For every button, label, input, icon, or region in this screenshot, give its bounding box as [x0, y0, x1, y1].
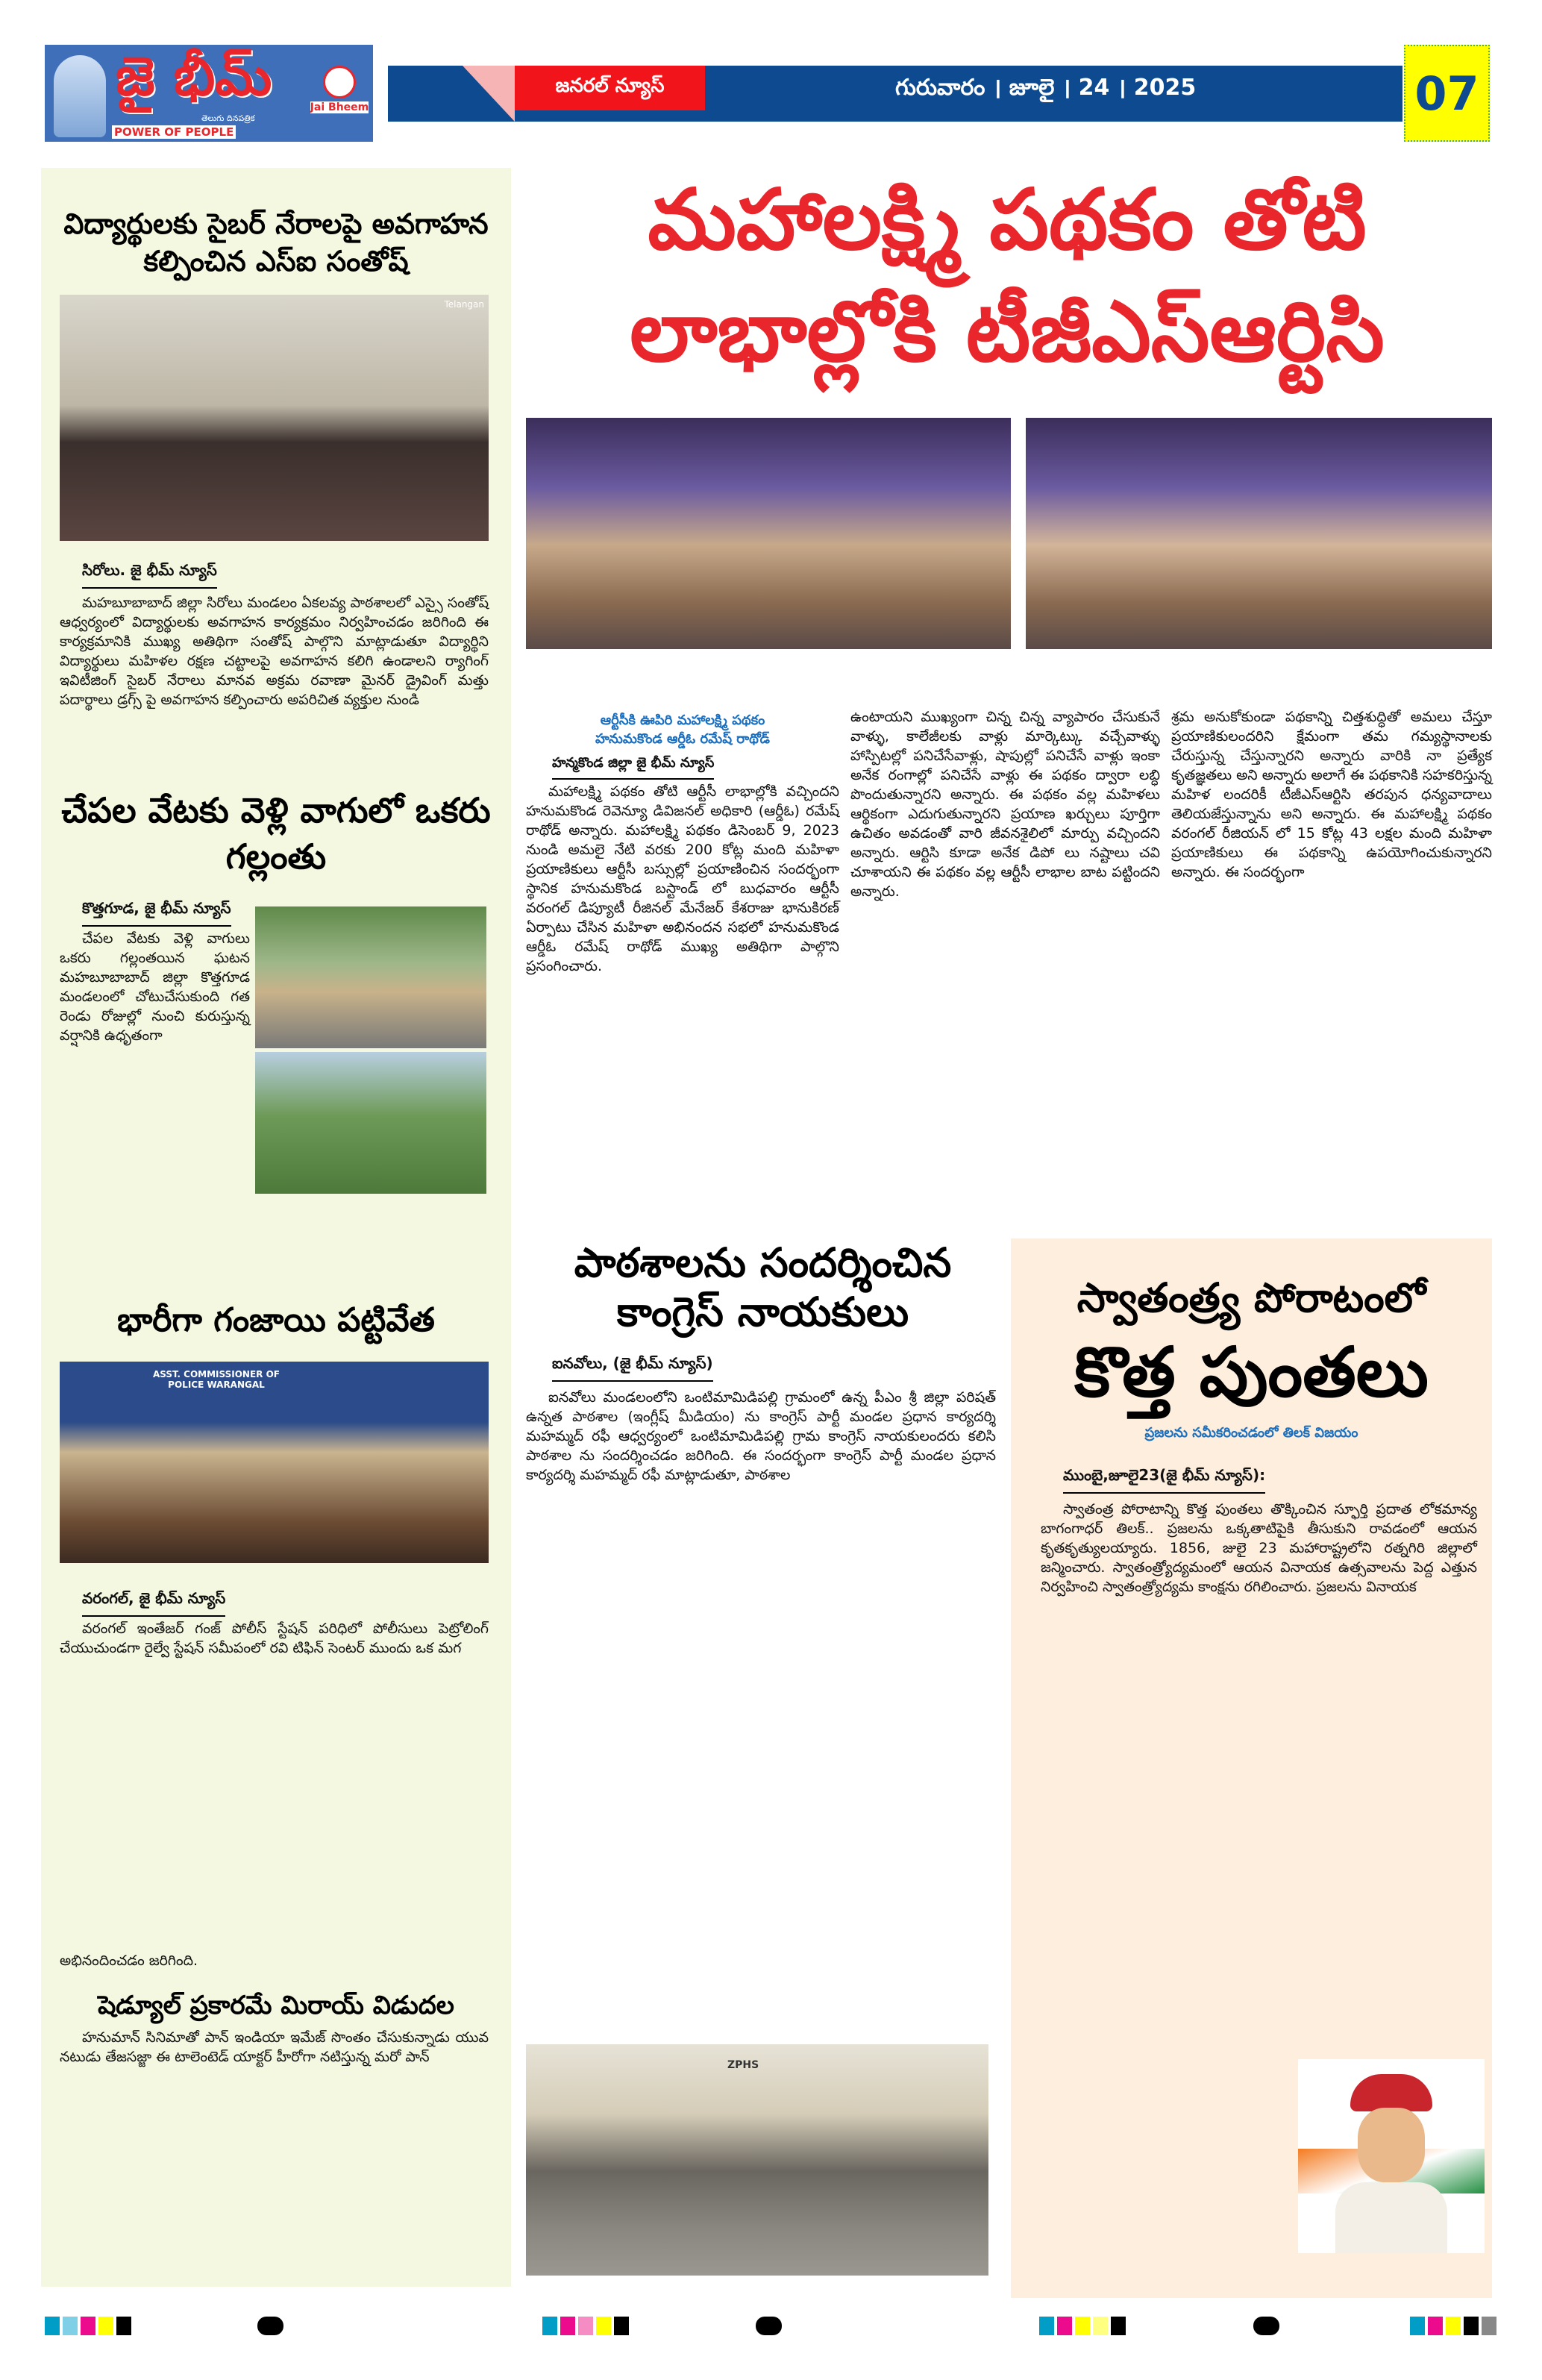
color-bar: [1410, 2317, 1496, 2335]
logo-subtitle: తెలుగు దినపత్రిక: [201, 113, 255, 123]
story-ganja-body: వరంగల్ ఇంతేజర్ గంజ్ పోలీస్ స్టేషన్ పరిధిలో పోలీసులు పెట్రోలింగ్ చేయుచుండగా రైల్వే స్టేషన్ సమీపంలో రవి టిఫిన్ సెంటర్ ముందు ఒక మగ: [60, 1620, 489, 1656]
main-body-col1: మహాలక్ష్మి పథకం తోటి ఆర్టీసీ లాభాల్లోకి వచ్చిందని హనుమకొండ రెవెన్యూ డివిజనల్ అధికారి (ఆర్డీఓ) రమేష్ రాథోడ్ అన్నారు. మహాలక్ష్మి పథకం డిసెంబర్ 9, 2023 నుండి అమలై నేటి వరకు 200 కోట్ల మంది మహిళా ప్రయాణికులు ఆర్టీసీ బస్సుల్లో ప్రయాణించిన సందర్భంగా స్థానిక హనుమకొండ బస్టాండ్ లో బుధవారం ఆర్టీసీ వరంగల్ డిప్యూటీ రీజినల్ మేనేజర్ కేశరాజు భానుకిరణ్ ఏర్పాటు చేసిన మహిళా అభినందన సభలో హనుమకొండ ఆర్డీఓ రమేష్ రాథోడ్ ముఖ్య అతిథిగా పాల్గొని ప్రసంగించారు.: [526, 783, 839, 974]
dateline: [82, 561, 217, 589]
story-fishing-headline: చేపల వేటకు వెళ్లి వాగులో ఒకరు గల్లంతు: [61, 790, 491, 877]
dateline-text: కొత్తగూడ, జై భీమ్ న్యూస్: [82, 899, 231, 927]
photo-felicitation-2: [1026, 418, 1492, 649]
congress-body: ఐనవోలు మండలంలోని ఒంటిమామిడిపల్లి గ్రామంలో ఉన్న పీఎం శ్రీ జిల్లా పరిషత్ ఉన్నత పాఠశాల (ఇంగ్లీష్ మీడియం) ను కాంగ్రెస్ పార్టీ మండల ప్రధాన కార్యదర్శి మహమ్మద్ రఫీ ఆధ్వర్యంలో ఒంటిమామిడిపల్లి గ్రామ కాంగ్రెస్ నాయకులందరు కలిసి పాఠశాల ను సందర్శించడం జరిగింది. ఈ సందర్భంగా కాంగ్రెస్ పార్టీ మండల ప్రధాన కార్యదర్శి మహమ్మద్ రఫీ మాట్లాడుతూ, పాఠశాల: [526, 1389, 996, 1483]
main-headline: [522, 164, 1492, 388]
photo-stream-site: [255, 1052, 486, 1194]
photo-ganja-seizure: [60, 1362, 489, 1563]
section-label: జనరల్ న్యూస్: [515, 66, 705, 110]
main-headline-line2: లాభాల్లోకి టీజీఎస్ఆర్టిసి: [630, 284, 1385, 381]
dateline: [552, 1354, 713, 1382]
registration-mark: [1253, 2317, 1279, 2335]
tv-emblem-icon: [323, 66, 356, 98]
main-headline-line1: మహాలక్ష్మి పథకం తోటి: [648, 172, 1367, 269]
dateline: [82, 1589, 225, 1617]
story-cyber-body: మహబూబాబాద్ జిల్లా సిరోలు మండలం ఏకలవ్య పాఠశాలలో ఎస్సై సంతోష్ ఆధ్వర్యంలో విద్యార్థులకు అవగాహన కార్యక్రమం నిర్వహించడం జరిగింది ఈ కార్యక్రమానికి ముఖ్య అతిథిగా సంతోష్ పాల్గొని మాట్లాడుతూ విద్యార్థిని విద్యార్థులు మహిళల రక్షణ చట్టాలపై అవగాహన కలిగి ఉండాలని ర్యాగింగ్ ఇవిటీజింగ్ సైబర్ నేరాలు మానవ అక్రమ రవాణా మైనర్ డ్రైవింగ్ మత్తు పదార్థాలు డ్రగ్స్ పై అవగాహన కల్పించారు అపరిచిత వ్యక్తుల నుండి: [60, 595, 489, 708]
dateline-text: ముంబై,జూలై23(జై భీమ్ న్యూస్):: [1063, 1466, 1265, 1494]
story-ganja-closing: అభినందించడం జరిగింది.: [60, 1952, 198, 1969]
tilak-body: స్వాతంత్ర పోరాటాన్ని కొత్త పుంతలు తొక్కించిన స్ఫూర్తి ప్రదాత లోకమాన్య బాగంగాధర్ తిలక్.. ప్రజలను ఒక్కతాటిపైకి తీసుకుని రావడంలో ఆయన కృతకృత్యులయ్యారు. 1856, జులై 23 మహారాష్ట్రలోని రత్నగిరి జిల్లాలో జన్మించారు. స్వాతంత్ర్యోద్యమంలో ఆయన వినాయక ఉత్సవాలను పెద్ద ఎత్తున నిర్వహించి స్వాతంత్ర్యోద్యమ కాంక్షను రగిలించారు. ప్రజలను వినాయక: [1041, 1501, 1477, 1595]
registration-mark: [257, 2317, 283, 2335]
tilak-headline-line1: స్వాతంత్ర్య పోరాటంలో: [1076, 1274, 1426, 1321]
dateline: [552, 755, 714, 780]
photo-banner-text: ASST. COMMISSIONER OF POLICE WARANGAL: [153, 1369, 280, 1390]
tv-logo-text: Jai Bheem: [310, 101, 369, 113]
main-caption: [526, 713, 839, 750]
story-fishing-body: చేపల వేటకు వెళ్లి వాగులు ఒకరు గల్లంతయిన ఘటన మహబూబాబాద్ జిల్లా కొత్తగూడ మండలంలో చోటుచేసుకుంది గత రెండు రోజుల్లో నుంచి కురుస్తున్న వర్షానికి ఉధృతంగా: [60, 930, 250, 1044]
dateline-text: ఐనవోలు, (జై భీమ్ న్యూస్): [552, 1354, 713, 1382]
dateline: [82, 899, 231, 927]
logo-title: జై భీమ్: [116, 45, 272, 107]
registration-mark: [756, 2317, 782, 2335]
story-ganja-headline: భారీగా గంజాయి పట్టివేత: [117, 1301, 435, 1339]
tilak-turban: [1350, 2074, 1432, 2111]
tilak-portrait: [1298, 2059, 1485, 2253]
story-mirai-body: హనుమాన్ సినిమాతో పాన్ ఇండియా ఇమేజ్ సొంతం చేసుకున్నాడు యువ నటుడు తేజసజ్జా ఈ టాలెంటెడ్ యాక్టర్ హీరోగా నటిస్తున్న మరో పాన్: [60, 2029, 489, 2065]
tv-logo: [310, 49, 369, 113]
dateline-text: హన్మకొండ జిల్లా జై భీమ్ న్యూస్: [552, 755, 714, 780]
photo-school-visit: [526, 2044, 988, 2276]
congress-headline-line1: పాఠశాలను సందర్శించిన: [574, 1239, 952, 1286]
tilak-face: [1358, 2108, 1425, 2182]
congress-headline: [522, 1238, 1003, 1337]
story-mirai-headline: షెడ్యూల్ ప్రకారమే మిరాయ్ విడుదల: [98, 1991, 454, 2020]
school-sign: ZPHS: [727, 2059, 759, 2071]
ambedkar-portrait: [54, 55, 106, 137]
photo-watermark: Telangan: [444, 299, 484, 310]
tilak-headline-line2: కొత్త పుంతలు: [1074, 1333, 1429, 1412]
tilak-subheadline: ప్రజలను సమీకరించడంలో తిలక్ విజయం: [1144, 1425, 1358, 1441]
issue-date: గురువారం । జూలై । 24 । 2025: [895, 75, 1197, 101]
color-bar: [542, 2317, 629, 2335]
page-number: 07: [1404, 45, 1490, 142]
story-cyber-headline: విద్యార్థులకు సైబర్ నేరాలపై అవగాహన కల్పించిన ఎస్ఐ సంతోష్: [63, 207, 489, 278]
caption-line1: ఆర్టీసీకి ఊపిరి మహాలక్ష్మి పథకం: [600, 713, 765, 728]
congress-headline-line2: కాంగ్రెస్ నాయకులు: [616, 1288, 909, 1335]
photo-felicitation-1: [526, 418, 1011, 649]
logo-slogan: POWER OF PEOPLE: [112, 125, 236, 139]
dateline-text: వరంగల్, జై భీమ్ న్యూస్: [82, 1589, 225, 1617]
caption-line2: హనుమకొండ ఆర్డీఓ రమేష్ రాథోడ్: [595, 731, 770, 747]
color-bar: [1039, 2317, 1126, 2335]
main-body-col2: ఉంటాయని ముఖ్యంగా చిన్న చిన్న వ్యాపారం చేసుకునే వాళ్ళు, కాలేజీలకు వాళ్లు మార్కెట్కు వచ్చేవాళ్ళు హాస్పిటల్లో పనిచేసేవాళ్లు, షాపుల్లో పనిచేసే వాళ్లు ఇంకా అనేక రంగాల్లో పనిచేసే వాళ్లు ఈ పథకం ద్వారా లబ్ధి పొందుతున్నారని అన్నారు. ఈ పథకం వల్ల మహిళలు ఆర్థికంగా ఎదుగుతున్నారని ప్రయాణ ఖర్చులు పూర్తిగా ఉచితం అవడంతో వారి జీవనశైలిలో మార్పు వచ్చిందని అన్నారు. ఆర్టిసి కూడా అనేక డిపో లు నష్టాలు చవి చూశాయని ఈ పథకం వల్ల ఆర్టీసీ లాభాల బాట పట్టిందని అన్నారు.: [850, 709, 1160, 900]
photo-cyber-awareness: [60, 295, 489, 541]
newspaper-logo: [45, 45, 373, 142]
main-body-col3: శ్రమ అనుకోకుండా పథకాన్ని చిత్తశుద్ధితో అమలు చేస్తూ ప్రయాణికులందరిని క్షేమంగా తమ గమ్యస్థానాలకు చేరుస్తున్న చేస్తున్నారని అన్నారు వారికి నా ప్రత్యేక కృతజ్ఞతలు అని అన్నారు అలాగే ఈ పథకానికి సహకరిస్తున్న మహిళ లందరికీ టీజీఎస్ఆర్టిసి తరపున ధన్యవాదాలు తెలియజేస్తున్నాను అని అన్నారు. ఈ మహాలక్ష్మి పథకం వరంగల్ రీజియన్ లో 15 కోట్ల 43 లక్షల మంది మహిళా ప్రయాణికులు ఈ పథకాన్ని ఉపయోగించుకున్నారని అన్నారు. ఈ సందర్భంగా: [1171, 709, 1492, 880]
tilak-shawl: [1335, 2182, 1447, 2253]
photo-police-search: [255, 906, 486, 1048]
dateline-text: సిరోలు. జై భీమ్ న్యూస్: [82, 561, 217, 589]
color-bar: [45, 2317, 131, 2335]
dateline: [1063, 1466, 1265, 1494]
